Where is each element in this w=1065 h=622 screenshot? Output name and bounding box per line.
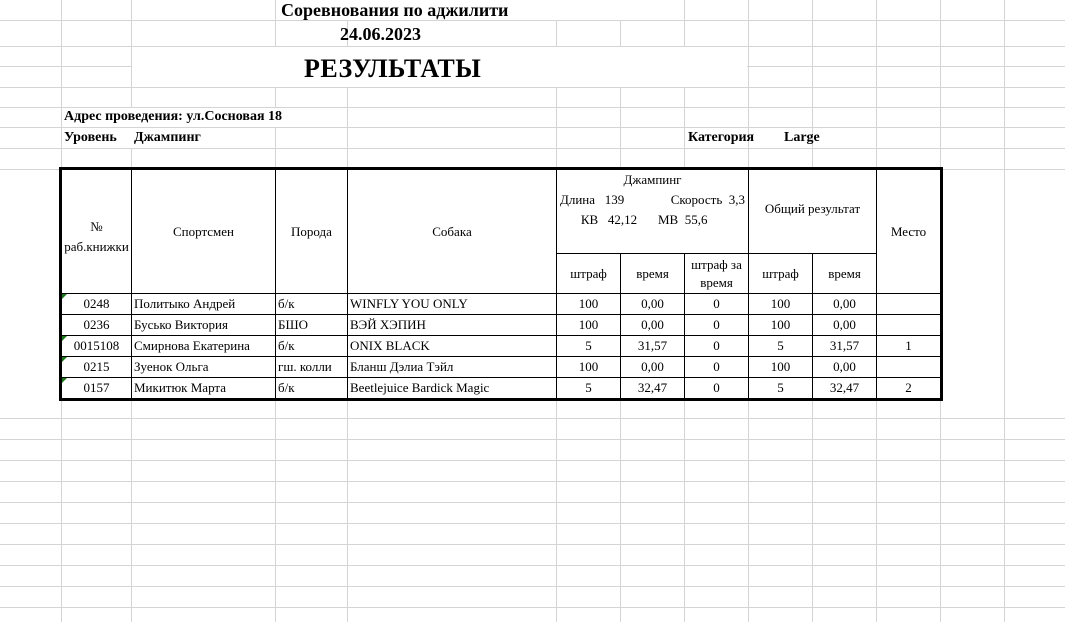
kv-value: 42,12 bbox=[607, 212, 638, 227]
col-book-label: № раб.книжки bbox=[64, 218, 129, 254]
col-header-time-penalty: штраф за время bbox=[685, 254, 749, 294]
cell-penalty: 100 bbox=[557, 294, 621, 315]
cell-athlete: Бусько Виктория bbox=[132, 315, 276, 336]
length-info bbox=[560, 190, 624, 210]
cell-place bbox=[877, 294, 941, 315]
cell-time-penalty: 0 bbox=[685, 378, 749, 399]
mv-label: МВ bbox=[658, 212, 679, 227]
cell-penalty: 100 bbox=[557, 315, 621, 336]
cell-athlete: Микитюк Марта bbox=[132, 378, 276, 399]
cell-dog: Бланш Дэлиа Тэйл bbox=[348, 357, 557, 378]
col-header-place: Место bbox=[877, 170, 941, 294]
col-header-book bbox=[62, 170, 132, 294]
category-label: Категория bbox=[688, 130, 755, 145]
jumping-group-header bbox=[557, 170, 749, 254]
cell-time: 0,00 bbox=[621, 315, 685, 336]
speed-label: Скорость bbox=[670, 192, 723, 207]
cell-dog: Beetlejuice Bardick Magic bbox=[348, 378, 557, 399]
cell-time: 31,57 bbox=[621, 336, 685, 357]
cell-breed: гш. колли bbox=[276, 357, 348, 378]
cell-athlete: Политыко Андрей bbox=[132, 294, 276, 315]
jumping-group-title: Джампинг bbox=[623, 172, 682, 187]
overall-group-header: Общий результат bbox=[749, 170, 877, 254]
table-row bbox=[62, 378, 941, 399]
length-label: Длина bbox=[560, 192, 596, 207]
table-row bbox=[62, 357, 941, 378]
cell-penalty: 5 bbox=[557, 336, 621, 357]
col-header-overall-penalty: штраф bbox=[749, 254, 813, 294]
kv-info bbox=[560, 210, 658, 230]
cell-total-penalty: 100 bbox=[749, 315, 813, 336]
cell-place: 2 bbox=[877, 378, 941, 399]
course-params-row1 bbox=[560, 190, 745, 210]
cell-book: 0157 bbox=[62, 378, 132, 399]
cell-penalty: 5 bbox=[557, 378, 621, 399]
cell-total-time: 32,47 bbox=[813, 378, 877, 399]
speed-info bbox=[671, 190, 745, 210]
cell-total-time: 0,00 bbox=[813, 315, 877, 336]
mv-info bbox=[658, 210, 707, 230]
cell-book: 0215 bbox=[62, 357, 132, 378]
cell-total-penalty: 100 bbox=[749, 357, 813, 378]
cell-time-penalty: 0 bbox=[685, 357, 749, 378]
table-row bbox=[62, 336, 941, 357]
cell-book: 0015108 bbox=[62, 336, 132, 357]
cell-time-penalty: 0 bbox=[685, 294, 749, 315]
cell-time-penalty: 0 bbox=[685, 315, 749, 336]
results-table bbox=[61, 169, 941, 399]
cell-total-time: 0,00 bbox=[813, 294, 877, 315]
cell-place: 1 bbox=[877, 336, 941, 357]
speed-value: 3,3 bbox=[728, 192, 745, 207]
cell-time: 0,00 bbox=[621, 357, 685, 378]
cell-athlete: Зуенок Ольга bbox=[132, 357, 276, 378]
cell-total-time: 0,00 bbox=[813, 357, 877, 378]
cell-dog: WINFLY YOU ONLY bbox=[348, 294, 557, 315]
col-header-breed: Порода bbox=[276, 170, 348, 294]
cell-athlete: Смирнова Екатерина bbox=[132, 336, 276, 357]
cell-dog: ВЭЙ ХЭПИН bbox=[348, 315, 557, 336]
cell-time-penalty: 0 bbox=[685, 336, 749, 357]
address-value: ул.Сосновая 18 bbox=[186, 109, 283, 124]
cell-breed: б/к bbox=[276, 336, 348, 357]
col-header-dog: Собака bbox=[348, 170, 557, 294]
cell-place bbox=[877, 315, 941, 336]
cell-time: 32,47 bbox=[621, 378, 685, 399]
address-line bbox=[64, 109, 282, 125]
col-header-athlete: Спортсмен bbox=[132, 170, 276, 294]
level-value: Джампинг bbox=[134, 130, 201, 145]
cell-breed: БШО bbox=[276, 315, 348, 336]
cell-time: 0,00 bbox=[621, 294, 685, 315]
col-header-penalty: штраф bbox=[557, 254, 621, 294]
cell-total-penalty: 5 bbox=[749, 378, 813, 399]
table-row bbox=[62, 315, 941, 336]
cell-breed: б/к bbox=[276, 294, 348, 315]
table-row bbox=[62, 294, 941, 315]
level-label: Уровень bbox=[64, 130, 117, 145]
col-header-time: время bbox=[621, 254, 685, 294]
cell-book: 0248 bbox=[62, 294, 132, 315]
results-title: РЕЗУЛЬТАТЫ bbox=[304, 54, 482, 83]
cell-penalty: 100 bbox=[557, 357, 621, 378]
cell-breed: б/к bbox=[276, 378, 348, 399]
cell-dog: ONIX BLACK bbox=[348, 336, 557, 357]
category-value: Large bbox=[784, 130, 820, 145]
cell-total-time: 31,57 bbox=[813, 336, 877, 357]
competition-title: Соревнования по аджилити bbox=[281, 0, 509, 20]
cell-place bbox=[877, 357, 941, 378]
cell-total-penalty: 100 bbox=[749, 294, 813, 315]
address-label: Адрес проведения: bbox=[64, 109, 183, 124]
course-params-row2 bbox=[560, 210, 745, 230]
cell-total-penalty: 5 bbox=[749, 336, 813, 357]
kv-label: КВ bbox=[580, 212, 599, 227]
length-value: 139 bbox=[604, 192, 625, 207]
competition-date: 24.06.2023 bbox=[340, 24, 421, 44]
mv-value: 55,6 bbox=[684, 212, 708, 227]
cell-book: 0236 bbox=[62, 315, 132, 336]
col-header-overall-time: время bbox=[813, 254, 877, 294]
